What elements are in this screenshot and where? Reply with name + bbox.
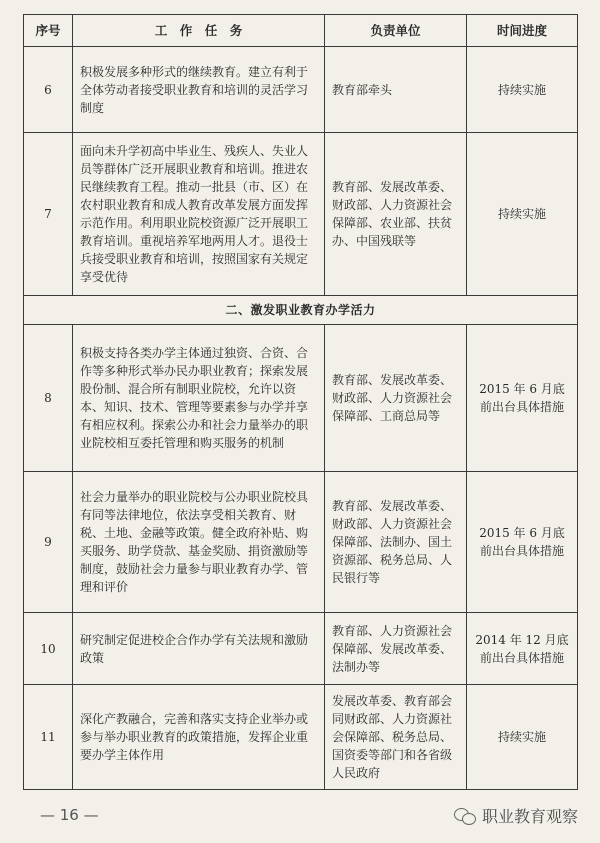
row-number: 10 [24,613,73,685]
row-task: 积极发展多种形式的继续教育。建立有利于全体劳动者接受职业教育和培训的灵活学习制度 [73,47,325,133]
header-responsible-unit: 负责单位 [325,15,467,47]
row-units: 教育部、发展改革委、财政部、人力资源社会保障部、法制办、国土资源部、税务总局、人民银行等 [325,472,467,613]
row-task: 社会力量举办的职业院校与公办职业院校具有同等法律地位，依法享受相关教育、财税、土地、金融等政策。健全政府补贴、购买服务、助学贷款、基金奖励、捐资激励等制度，鼓励社会力量参与职业教育办学、管理和评价 [73,472,325,613]
row-number: 7 [24,133,73,296]
row-number: 9 [24,472,73,613]
table-header-row [24,15,578,47]
table-row [24,472,578,613]
row-task: 研究制定促进校企合作办学有关法规和激励政策 [73,613,325,685]
row-number: 11 [24,685,73,790]
table-row [24,47,578,133]
row-progress: 2015 年 6 月底前出台具体措施 [467,325,578,472]
header-schedule: 时间进度 [467,15,578,47]
row-number: 8 [24,325,73,472]
watermark-text: 职业教育观察 [481,807,578,826]
row-units: 教育部牵头 [325,47,467,133]
section-title: 二、激发职业教育办学活力 [24,296,578,325]
row-progress: 持续实施 [467,47,578,133]
row-number: 6 [24,47,73,133]
watermark [454,804,578,827]
row-task: 深化产教融合，完善和落实支持企业举办或参与举办职业教育的政策措施，发挥企业重要办学主体作用 [73,685,325,790]
row-units: 教育部、发展改革委、财政部、人力资源社会保障部、工商总局等 [325,325,467,472]
table-row [24,325,578,472]
row-units: 教育部、人力资源社会保障部、发展改革委、法制办等 [325,613,467,685]
section-row [24,296,578,325]
page-number: — 16 — [40,806,99,824]
row-progress: 2015 年 6 月底前出台具体措施 [467,472,578,613]
row-units: 教育部、发展改革委、财政部、人力资源社会保障部、农业部、扶贫办、中国残联等 [325,133,467,296]
row-task: 积极支持各类办学主体通过独资、合资、合作等多种形式举办民办职业教育；探索发展股份制、混合所有制职业院校，允许以资本、知识、技术、管理等要素参与办学并享有相应权利。探索公办和社会力量举办的职业院校相互委托管理和购买服务的机制 [73,325,325,472]
table-row [24,613,578,685]
row-progress: 持续实施 [467,133,578,296]
header-task: 工 作 任 务 [73,15,325,47]
wechat-icon [454,807,476,825]
row-task: 面向未升学初高中毕业生、残疾人、失业人员等群体广泛开展职业教育和培训。推进农民继续教育工程。推动一批县（市、区）在农村职业教育和成人教育改革发展方面发挥示范作用。利用职业院校资源广泛开展职工教育培训。重视培养军地两用人才。退役士兵接受职业教育和培训，按照国家有关规定享受优待 [73,133,325,296]
header-number: 序号 [24,15,73,47]
table-row [24,133,578,296]
row-units: 发展改革委、教育部会同财政部、人力资源社会保障部、税务总局、国资委等部门和各省级人民政府 [325,685,467,790]
task-table [23,14,578,790]
table-row [24,685,578,790]
row-progress: 持续实施 [467,685,578,790]
row-progress: 2014 年 12 月底前出台具体措施 [467,613,578,685]
